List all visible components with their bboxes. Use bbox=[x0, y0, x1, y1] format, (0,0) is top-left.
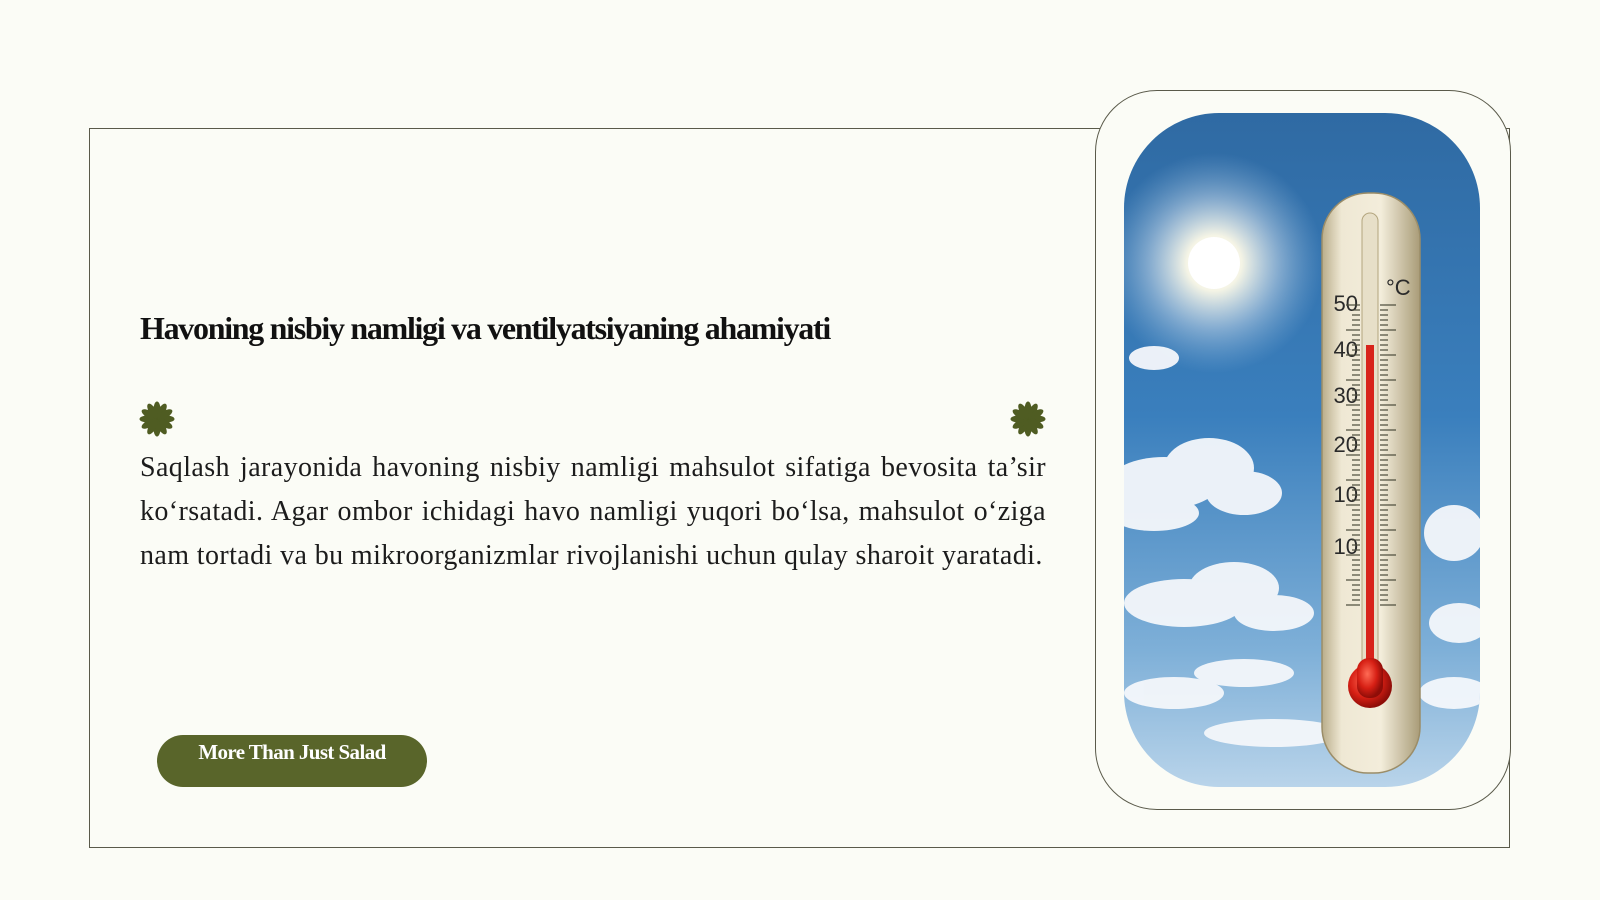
body-paragraph: Saqlash jarayonida havoning nisbiy namligi mahsulot sifatiga bevosita ta’sir ko‘rsatadi. Agar ombor ichidagi havo namligi yuqori bo‘lsa, mahsulot o‘ziga nam tortadi va bu mikroorganizmlar rivojlanishi uchun qulay sharoit yaratadi. bbox=[140, 452, 1046, 571]
scale-label-40: 40 bbox=[1333, 337, 1358, 362]
scale-label-30: 30 bbox=[1333, 383, 1358, 408]
slide-title: Havoning nisbiy namligi va ventilyatsiyaning ahamiyati bbox=[140, 310, 830, 346]
scale-label-10-lower: 10 bbox=[1333, 534, 1358, 559]
scale-label-20: 20 bbox=[1333, 432, 1358, 457]
thermometer-photo bbox=[1124, 113, 1480, 787]
flower-icon bbox=[139, 401, 175, 437]
scale-label-10: 10 bbox=[1333, 482, 1358, 507]
unit-label: °C bbox=[1386, 275, 1411, 300]
flower-icon bbox=[1010, 401, 1046, 437]
thermometer-image bbox=[1124, 113, 1480, 787]
scale-label-50: 50 bbox=[1333, 291, 1358, 316]
tag-button[interactable]: More Than Just Salad bbox=[157, 735, 427, 787]
